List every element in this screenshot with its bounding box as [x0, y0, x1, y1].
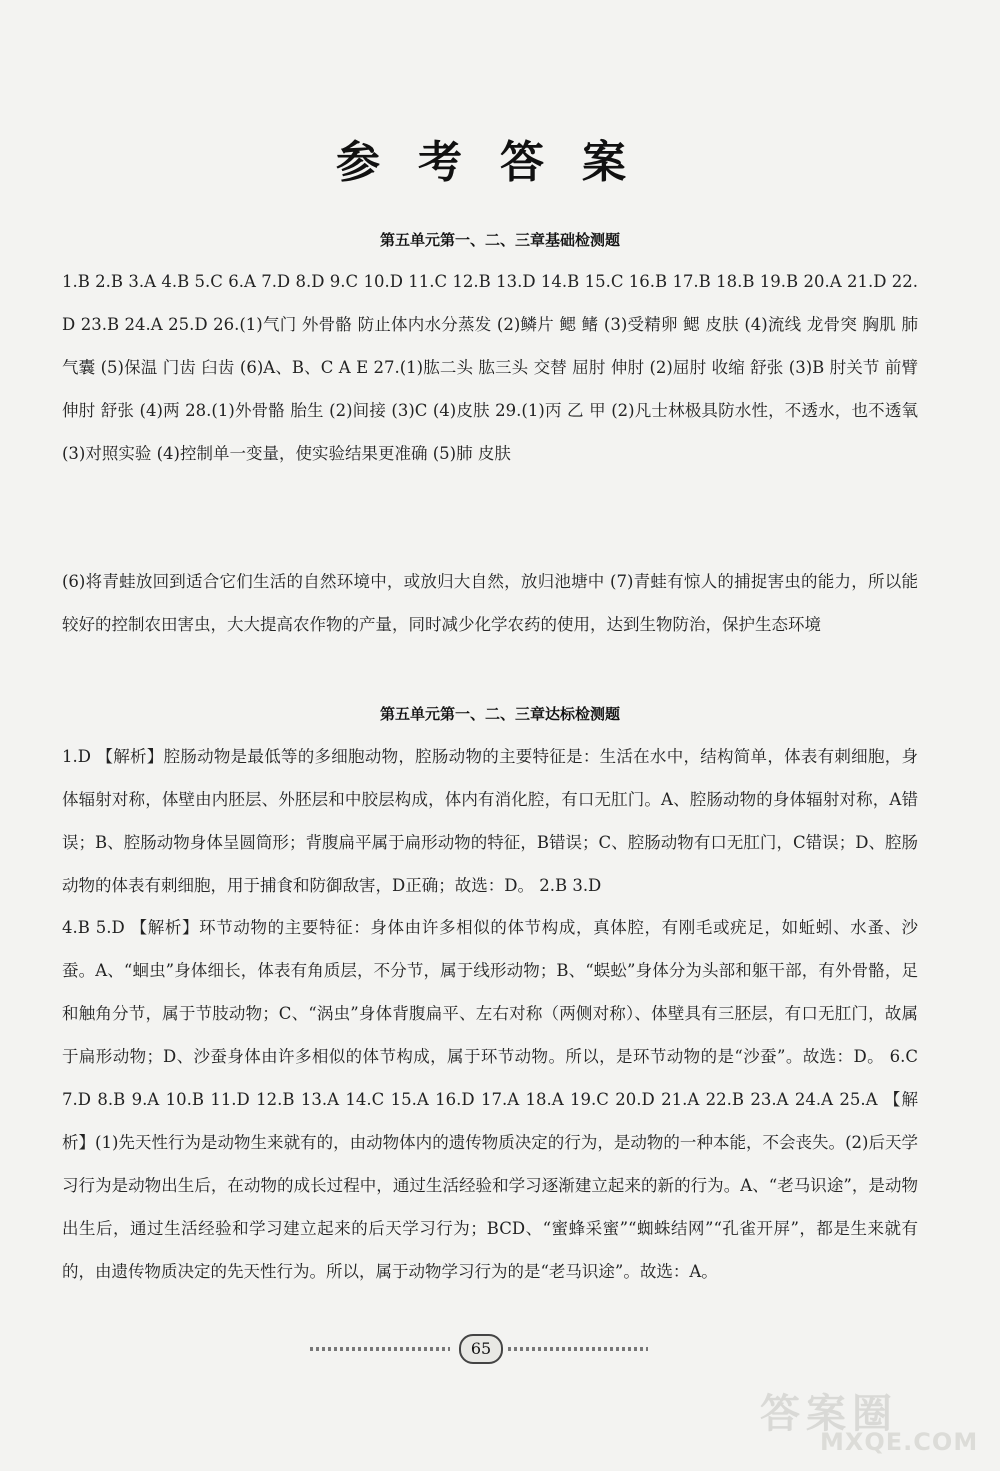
section1-heading: 第五单元第一、二、三章基础检测题: [379, 231, 620, 249]
watermark-url: MXQE.COM: [820, 1428, 979, 1456]
footer-decoration-left: [310, 1347, 450, 1351]
footer-decoration-right: [508, 1347, 648, 1351]
section1-paragraph-2: (6)将青蛙放回到适合它们生活的自然环境中，或放归大自然，放归池塘中 (7)青蛙有惊人的捕捉害虫的能力，所以能较好的控制农田害虫，大大提高农作物的产量，同时减少化学农药的使用，达到生物防治，保护生态环境: [62, 572, 918, 634]
page-number: 65: [459, 1334, 503, 1364]
section1-paragraph-1: 1.B 2.B 3.A 4.B 5.C 6.A 7.D 8.D 9.C 10.D 11.C 12.B 13.D 14.B 15.C 16.B 17.B 18.B 19.B 20.A 21.D 22.D 23.B 24.A 25.D 26.(1)气门 外骨骼 防止体内水分蒸发 (2)鳞片 鳃 鳍 (3)受精卵 鳃 皮肤 (4)流线 龙骨突 胸肌 肺 气囊 (5)保温 门齿 臼齿 (6)A、B、C A E 27.(1)肱二头 肱三头 交替 屈肘 伸肘 (2)屈肘 收缩 舒张 (3)B 肘关节 前臂 伸肘 舒张 (4)两 28.(1)外骨骼 胎生 (2)间接 (3)C (4)皮肤 29.(1)丙 乙 甲 (2)凡士林极具防水性，不透水，也不透氧 (3)对照实验 (4)控制单一变量，使实验结果更准确 (5)肺 皮肤: [62, 272, 918, 463]
section2-paragraph-2: 4.B 5.D 【解析】环节动物的主要特征：身体由许多相似的体节构成，真体腔，有刚毛或疣足，如蚯蚓、水蚤、沙蚕。A、“蛔虫”身体细长，体表有角质层，不分节，属于线形动物；B、“蜈蚣”身体分为头部和躯干部，有外骨骼，足和触角分节，属于节肢动物；C、“涡虫”身体背腹扁平、左右对称（两侧对称）、体壁具有三胚层，有口无肛门，故属于扁形动物；D、沙蚕身体由许多相似的体节构成，属于环节动物。所以，是环节动物的是“沙蚕”。故选：D。 6.C 7.D 8.B 9.A 10.B 11.D 12.B 13.A 14.C 15.A 16.D 17.A 18.A 19.C 20.D 21.A 22.B 23.A 24.A 25.A 【解析】(1)先天性行为是动物生来就有的，由动物体内的遗传物质决定的行为，是动物的一种本能，不会丧失。(2)后天学习行为是动物出生后，在动物的成长过程中，通过生活经验和学习逐渐建立起来的新的行为。A、“老马识途”，是动物出生后，通过生活经验和学习建立起来的后天学习行为；BCD、“蜜蜂采蜜”“蜘蛛结网”“孔雀开屏”，都是生来就有的，由遗传物质决定的先天性行为。所以，属于动物学习行为的是“老马识途”。故选：A。: [62, 918, 918, 1281]
section2-heading: 第五单元第一、二、三章达标检测题: [379, 705, 620, 723]
watermark-logo: 答案圈: [760, 1391, 898, 1437]
page-title: 参考答案: [336, 137, 664, 188]
section2-paragraph-1: 1.D 【解析】腔肠动物是最低等的多细胞动物，腔肠动物的主要特征是：生活在水中，结构简单，体表有刺细胞，身体辐射对称，体壁由内胚层、外胚层和中胶层构成，体内有消化腔，有口无肛门。A、腔肠动物的身体辐射对称，A错误；B、腔肠动物身体呈圆筒形；背腹扁平属于扁形动物的特征，B错误；C、腔肠动物有口无肛门，C错误；D、腔肠动物的体表有刺细胞，用于捕食和防御敌害，D正确；故选：D。 2.B 3.D: [62, 747, 918, 895]
